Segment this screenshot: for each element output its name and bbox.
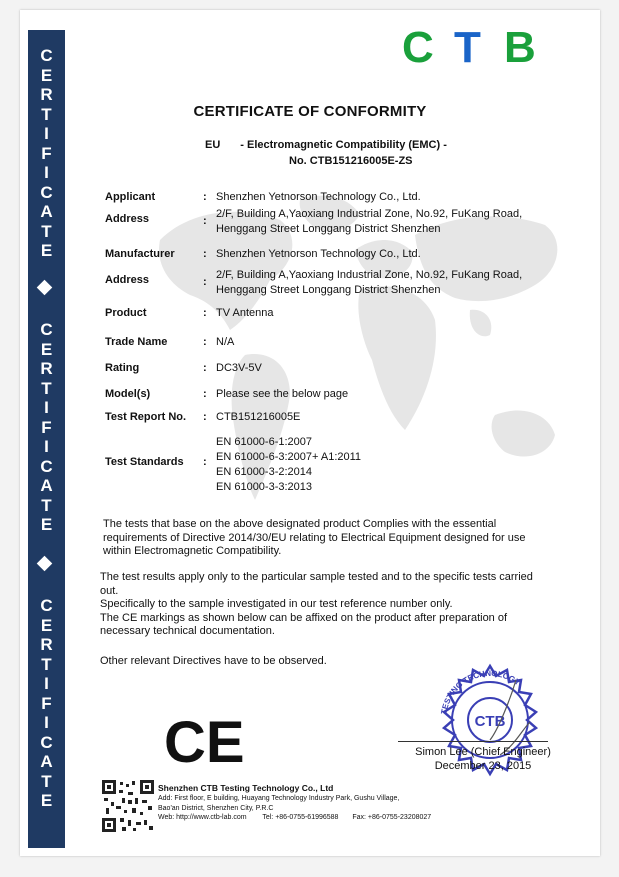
signature-date: December 23, 2015 xyxy=(434,760,532,772)
field-value: Shenzhen Yetnorson Technology Co., Ltd. xyxy=(216,191,421,203)
scope-paragraph xyxy=(100,571,580,639)
ce-mark-text: CE xyxy=(164,710,245,770)
field-value: 2/F, Building A,Yaoxiang Industrial Zone, No.92, FuKang Road, xyxy=(216,208,523,220)
issuer-tel: Tel: +86-0755-61996588 xyxy=(262,814,339,821)
certificate-title: CERTIFICATE OF CONFORMITY xyxy=(193,103,427,120)
stamp-ring-text: TESTING TECHNOLOGY xyxy=(439,668,522,715)
field-colon: : xyxy=(203,362,207,374)
field-colon: : xyxy=(203,191,207,203)
logo-letter-c: C xyxy=(402,23,434,70)
field-colon: : xyxy=(203,388,207,400)
field-value: 2/F, Building A,Yaoxiang Industrial Zone, No.92, FuKang Road, xyxy=(216,269,523,281)
paragraph-line: The tests that base on the above designated product Complies with the essential xyxy=(103,518,497,530)
field-value: EN 61000-6-3:2007+ A1:2011 xyxy=(216,451,362,463)
paragraph-line: necessary technical documentation. xyxy=(100,625,275,637)
field-colon: : xyxy=(203,336,207,348)
issuer-fax: Fax: +86-0755-23208027 xyxy=(352,814,432,821)
issuer-address-line1: Add: First floor, E building, Huayang Technology Industry Park, Gushu Village, xyxy=(158,795,400,802)
stamp-center-text: CTB xyxy=(474,713,506,730)
field-value: EN 61000-6-1:2007 xyxy=(216,436,313,448)
paragraph-line: out. xyxy=(100,584,119,597)
logo-letter-t: T xyxy=(454,23,481,70)
certificate-sidebar xyxy=(28,30,65,848)
certificate-number: No. CTB151216005E-ZS xyxy=(289,155,413,167)
issuer-footer xyxy=(158,782,431,823)
region-label: EU xyxy=(205,139,221,151)
field-label: Rating xyxy=(105,362,140,374)
field-colon: : xyxy=(203,276,207,288)
paragraph-line: Specifically to the sample investigated in our test reference number only. xyxy=(100,598,453,610)
qr-code xyxy=(102,780,154,832)
field-colon: : xyxy=(203,411,207,423)
paragraph-line: within Electromagnetic Compatibility. xyxy=(103,545,282,557)
ce-mark xyxy=(160,710,260,770)
signatory-name: Simon Lee (Chief Engineer) xyxy=(415,746,551,758)
field-value: CTB151216005E xyxy=(216,411,301,423)
field-label: Test Standards xyxy=(105,456,184,468)
sidebar-word-2: C E R T I F I C A T E xyxy=(40,320,53,534)
paragraph-line: Other relevant Directives have to be observed. xyxy=(100,655,327,667)
field-label: Address xyxy=(105,274,150,286)
field-colon: : xyxy=(203,456,207,468)
field-value: Shenzhen Yetnorson Technology Co., Ltd. xyxy=(216,248,421,260)
field-label: Test Report No. xyxy=(105,411,187,423)
field-value: TV Antenna xyxy=(216,307,274,319)
field-colon: : xyxy=(203,215,207,227)
field-label: Address xyxy=(105,213,150,225)
field-value: DC3V-5V xyxy=(216,362,262,374)
issuer-name: Shenzhen CTB Testing Technology Co., Ltd xyxy=(158,783,334,793)
signatory xyxy=(388,745,578,773)
issuer-contact xyxy=(158,813,431,823)
field-label: Trade Name xyxy=(105,336,168,348)
field-label: Model(s) xyxy=(105,388,151,400)
field-label: Manufacturer xyxy=(105,248,175,260)
issuer-address-line2: Bao'an District, Shenzhen City, P.R.C xyxy=(158,804,274,812)
field-value: Please see the below page xyxy=(216,388,349,400)
field-label: Applicant xyxy=(105,191,156,203)
diamond-icon xyxy=(37,556,53,572)
signature-line xyxy=(398,741,548,742)
issuer-web: Web: http://www.ctb-lab.com xyxy=(158,814,247,821)
field-value: N/A xyxy=(216,336,235,348)
sidebar-word-3: C E R T I F I C A T E xyxy=(40,596,53,810)
compliance-paragraph xyxy=(103,518,573,559)
certificate-page xyxy=(20,10,600,856)
field-value: Henggang Street Longgang District Shenzhen xyxy=(216,284,441,296)
directive-line xyxy=(205,139,447,151)
world-map-watermark xyxy=(150,180,570,560)
paragraph-line: The CE markings as shown below can be affixed on the product after preparation of xyxy=(100,611,508,624)
directive-label: - Electromagnetic Compatibility (EMC) - xyxy=(240,139,447,151)
ctb-logo xyxy=(392,22,560,70)
field-colon: : xyxy=(203,307,207,319)
field-value: Henggang Street Longgang District Shenzhen xyxy=(216,223,441,235)
paragraph-line: requirements of Directive 2014/30/EU relating to Electrical Equipment designed for use xyxy=(103,531,526,544)
diamond-icon xyxy=(37,280,53,296)
field-value: EN 61000-3-2:2014 xyxy=(216,466,313,478)
sidebar-word-1: C E R T I F I C A T E xyxy=(40,46,53,260)
field-label: Product xyxy=(105,307,147,319)
field-colon: : xyxy=(203,248,207,260)
field-value: EN 61000-3-3:2013 xyxy=(216,481,313,493)
paragraph-line: The test results apply only to the particular sample tested and to the specific tests carried xyxy=(100,571,533,583)
logo-letter-b: B xyxy=(504,23,536,70)
